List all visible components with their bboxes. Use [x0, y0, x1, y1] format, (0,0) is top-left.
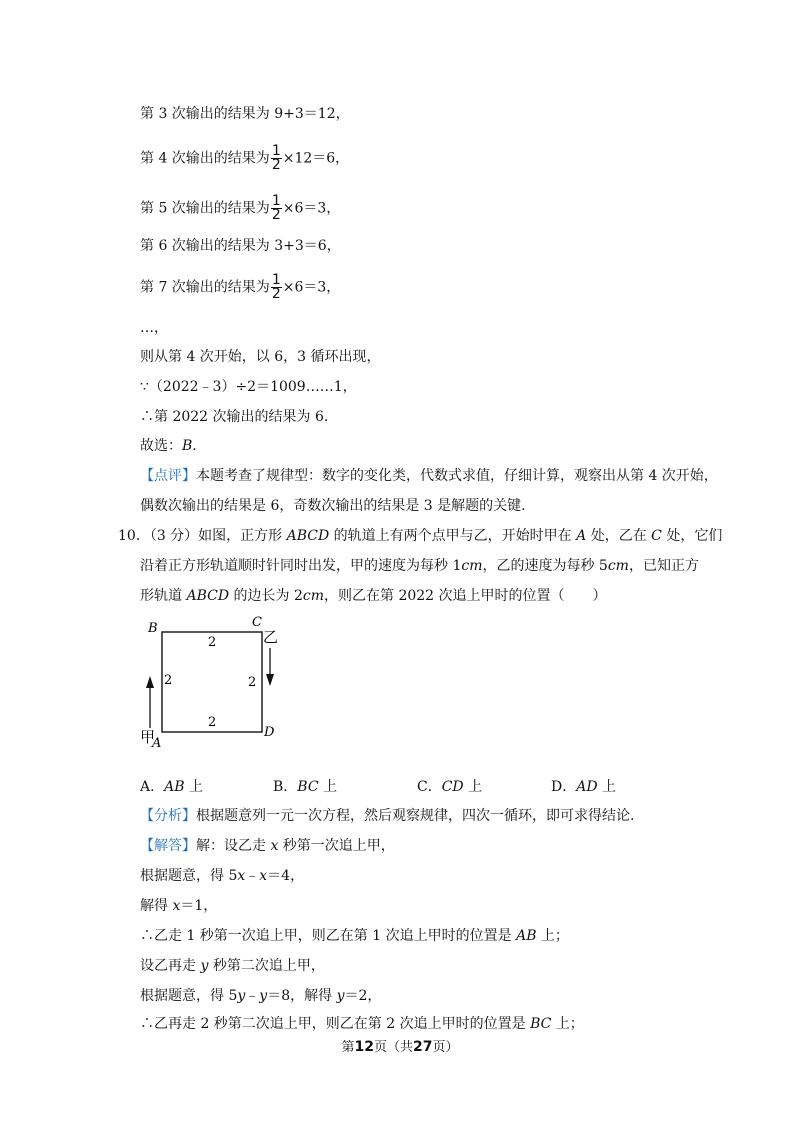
- vertex-b-label: B: [148, 621, 158, 636]
- right-side-length: 2: [248, 675, 257, 690]
- page-number: 12: [354, 1039, 374, 1055]
- option-c[interactable]: C．CD 上: [417, 779, 483, 795]
- vertex-c-label: C: [252, 615, 262, 630]
- square-track-figure: [130, 612, 300, 752]
- division-line: ∵（2022﹣3）÷2＝1009……1，: [140, 379, 357, 395]
- solution-line-6: 根据题意，得 5y﹣y＝8，解得 y＝2，: [140, 988, 382, 1004]
- down-arrow-head: [266, 674, 274, 686]
- page-footer: 第12页（共27页）: [341, 1039, 459, 1055]
- cycle-line: 则从第 4 次开始，以 6，3 循环出现，: [140, 349, 381, 365]
- fraction-half: $\frac{1}{2}$: [271, 143, 281, 173]
- fraction-half: $\frac{1}{2}$: [271, 193, 281, 223]
- solution-line-4: ∴乙走 1 秒第一次追上甲，则乙在第 1 次追上甲时的位置是 AB 上；: [140, 928, 569, 944]
- question-line-3: 形轨道 ABCD 的边长为 2cm，则乙在第 2022 次追上甲时的位置（ ）: [140, 588, 607, 604]
- total-pages: 27: [413, 1039, 433, 1055]
- question-line-1: 10．（3 分）如图，正方形 ABCD 的轨道上有两个点甲与乙，开始时甲在 A 处，乙在 C 处，它们: [118, 528, 723, 544]
- jia-label: 甲: [140, 728, 156, 746]
- step-4-line: 第 4 次输出的结果为 $\frac{1}{2}$ ×12＝6，: [140, 143, 350, 173]
- left-side-length: 2: [164, 673, 173, 688]
- comment-tag: 【点评】: [140, 468, 196, 484]
- fraction-half: $\frac{1}{2}$: [271, 272, 281, 302]
- vertex-d-label: D: [264, 725, 275, 740]
- step-7-line: 第 7 次输出的结果为 $\frac{1}{2}$ ×6＝3，: [140, 272, 341, 302]
- yi-label: 乙: [263, 628, 279, 646]
- step-3-line: 第 3 次输出的结果为 9+3＝12，: [140, 106, 350, 122]
- analysis-tag: 【分析】: [140, 808, 196, 824]
- answer-line: 故选：B.: [140, 438, 197, 454]
- option-d[interactable]: D．AD 上: [551, 779, 617, 795]
- vertex-a-label: A: [152, 736, 162, 751]
- option-b[interactable]: B．BC 上: [273, 779, 338, 795]
- option-a[interactable]: A．AB 上: [140, 779, 203, 795]
- result-line: ∴第 2022 次输出的结果为 6.: [140, 409, 329, 425]
- solution-line-1: 【解答】解：设乙走 x 秒第一次追上甲，: [140, 838, 395, 854]
- up-arrow-head: [146, 676, 154, 688]
- top-side-length: 2: [208, 635, 217, 650]
- solution-line-3: 解得 x＝1，: [140, 898, 218, 914]
- comment-line-2: 偶数次输出的结果是 6，奇数次输出的结果是 3 是解题的关键.: [140, 498, 526, 514]
- comment-line-1: 【点评】本题考查了规律型：数字的变化类，代数式求值，仔细计算，观察出从第 4 次开始，: [140, 468, 718, 484]
- solution-line-7: ∴乙再走 2 秒第二次追上甲，则乙在第 2 次追上甲时的位置是 BC 上；: [140, 1016, 584, 1032]
- question-line-2: 沿着正方形轨道顺时针同时出发，甲的速度为每秒 1cm，乙的速度为每秒 5cm，已知正方: [140, 558, 699, 574]
- step-6-line: 第 6 次输出的结果为 3+3＝6，: [140, 238, 341, 254]
- solution-line-5: 设乙再走 y 秒第二次追上甲，: [140, 958, 325, 974]
- ellipsis-line: …，: [140, 320, 168, 336]
- bottom-side-length: 2: [208, 715, 217, 730]
- solution-tag: 【解答】: [140, 838, 196, 854]
- analysis-line: 【分析】根据题意列一元一次方程，然后观察规律，四次一循环，即可求得结论.: [140, 808, 635, 824]
- step-5-line: 第 5 次输出的结果为 $\frac{1}{2}$ ×6＝3，: [140, 193, 341, 223]
- solution-line-2: 根据题意，得 5x﹣x＝4，: [140, 868, 305, 884]
